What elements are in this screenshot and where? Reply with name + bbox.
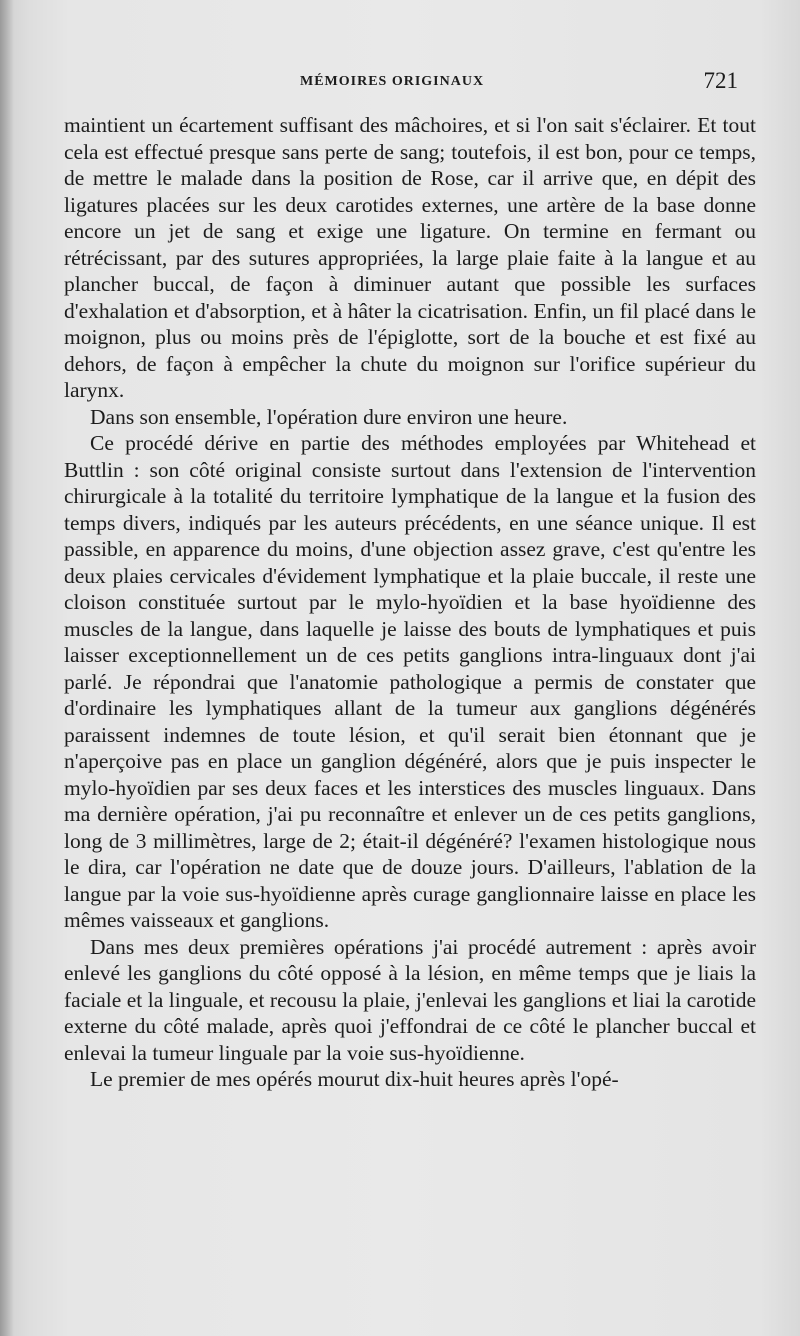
paragraph: Dans mes deux premières opérations j'ai procédé autrement : après avoir enlevé les ganglions du côté opposé à la lésion, en même temps que je liais la faciale et la linguale, et recousu la plaie, j'enlevai les ganglions et liai la carotide externe du côté malade, après quoi j'effondrai de ce côté le plancher buccal et enlevai la tumeur linguale par la voie sus-hyoïdienne. <box>64 934 756 1065</box>
paragraph: Dans son ensemble, l'opération dure environ une heure. <box>90 404 568 429</box>
body-text <box>64 112 756 1093</box>
running-title: MÉMOIRES ORIGINAUX <box>300 74 485 89</box>
page-header <box>300 68 738 98</box>
page-number: 721 <box>703 68 738 93</box>
paragraph: maintient un écartement suffisant des mâchoires, et si l'on sait s'éclairer. Et tout cela est effectué presque sans perte de sang; toutefois, il est bon, pour ce temps, de mettre le malade dans la position de Rose, car il arrive que, en dépit des ligatures placées sur les deux carotides externes, une artère de la base donne encore un jet de sang et exige une ligature. On termine en fermant ou rétrécissant, par des sutures appropriées, la large plaie faite à la langue et au plancher buccal, de façon à diminuer autant que possible les surfaces d'exhalation et d'absorption, et à hâter la cicatrisation. Enfin, un fil placé dans le moignon, plus ou moins près de l'épiglotte, sort de la bouche et est fixé au dehors, de façon à empêcher la chute du moignon sur l'orifice supérieur du larynx. <box>64 113 756 402</box>
paragraph: Ce procédé dérive en partie des méthodes employées par Whitehead et Buttlin : son côté original consiste surtout dans l'extension de l'intervention chirurgicale à la totalité du territoire lymphatique de la langue et la fusion des temps divers, indiqués par les auteurs précédents, en une séance unique. Il est passible, en apparence du moins, d'une objection assez grave, c'est qu'entre les deux plaies cervicales d'évidement lymphatique et la plaie buccale, il reste une cloison constituée surtout par le mylo-hyoïdien et la base hyoïdienne des muscles de la langue, dans laquelle je laisse des bouts de lymphatiques et puis laisser exceptionnellement un de ces petits ganglions intra-linguaux dont j'ai parlé. Je répondrai que l'anatomie pathologique a permis de constater que d'ordinaire les lymphatiques allant de la tumeur aux ganglions dégénérés paraissent indemnes de toute lésion, et qu'il serait bien étonnant que je n'aperçoive pas en place un ganglion dégénéré, alors que je puis inspecter le mylo-hyoïdien par ses deux faces et les interstices des muscles linguaux. Dans ma dernière opération, j'ai pu reconnaître et enlever un de ces petits ganglions, long de 3 millimètres, large de 2; était-il dégénéré? l'examen histologique nous le dira, car l'opération ne date que de douze jours. D'ailleurs, l'ablation de la langue par la voie sus-hyoïdienne après curage ganglionnaire laisse en place les mêmes vaisseaux et ganglions. <box>64 431 756 932</box>
paragraph: Le premier de mes opérés mourut dix-huit heures après l'opé- <box>90 1067 619 1091</box>
